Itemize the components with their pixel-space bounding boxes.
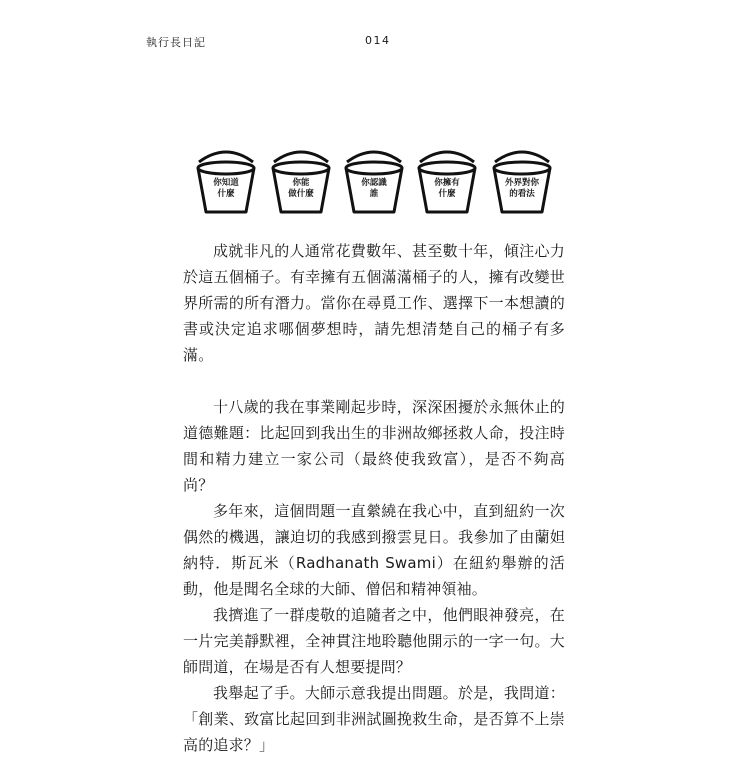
paragraph: 多年來，這個問題一直縈繞在我心中，直到紐約一次偶然的機遇，讓迫切的我感到撥雲見日。我參加了由蘭妲納特．斯瓦米（Radhanath Swami）在紐約舉辦的活動，他是聞名全球的大師、僧侶和精神領袖。 (183, 502, 565, 598)
bucket-label: 你能 做什麼 (288, 178, 314, 199)
bucket-label: 外界對你 的看法 (504, 178, 539, 199)
paragraph: 我擠進了一群虔敬的追隨者之中，他們眼神發亮，在一片完美靜默裡，全神貫注地聆聽他開示的一字一句。大師問道，在場是否有人想要提問？ (183, 606, 565, 676)
page-number: 014 (365, 34, 391, 47)
bucket-what-you-have (414, 148, 480, 216)
bucket-label: 你知道 什麼 (213, 178, 239, 199)
bucket-illustration (0, 148, 750, 218)
bucket-label: 你擁有 什麼 (434, 178, 460, 199)
body-text (183, 238, 565, 758)
paragraph: 十八歲的我在事業剛起步時，深深困擾於永無休止的道德難題：比起回到我出生的非洲故鄉拯救人命，投注時間和精力建立一家公司（最終使我致富），是否不夠高尚？ (183, 398, 565, 494)
paragraph: 成就非凡的人通常花費數年、甚至數十年，傾注心力於這五個桶子。有幸擁有五個滿滿桶子的人，擁有改變世界所需的所有潛力。當你在尋覓工作、選擇下一本想讀的書或決定追求哪個夢想時，請先想清楚自己的桶子有多滿。 (183, 242, 565, 364)
bucket-who-you-know (341, 148, 407, 216)
bucket-what-you-can-do (268, 148, 334, 216)
paragraph: 我舉起了手。大師示意我提出問題。於是，我問道：「創業、致富比起回到非洲試圖挽救生命，是否算不上崇高的追求？」 (183, 684, 565, 754)
bucket-label: 你認識 誰 (361, 178, 387, 199)
running-head: 執行長日記 (146, 36, 206, 49)
page-header (0, 34, 750, 54)
bucket-how-others-see-you (489, 148, 555, 216)
bucket-what-you-know (193, 148, 259, 216)
